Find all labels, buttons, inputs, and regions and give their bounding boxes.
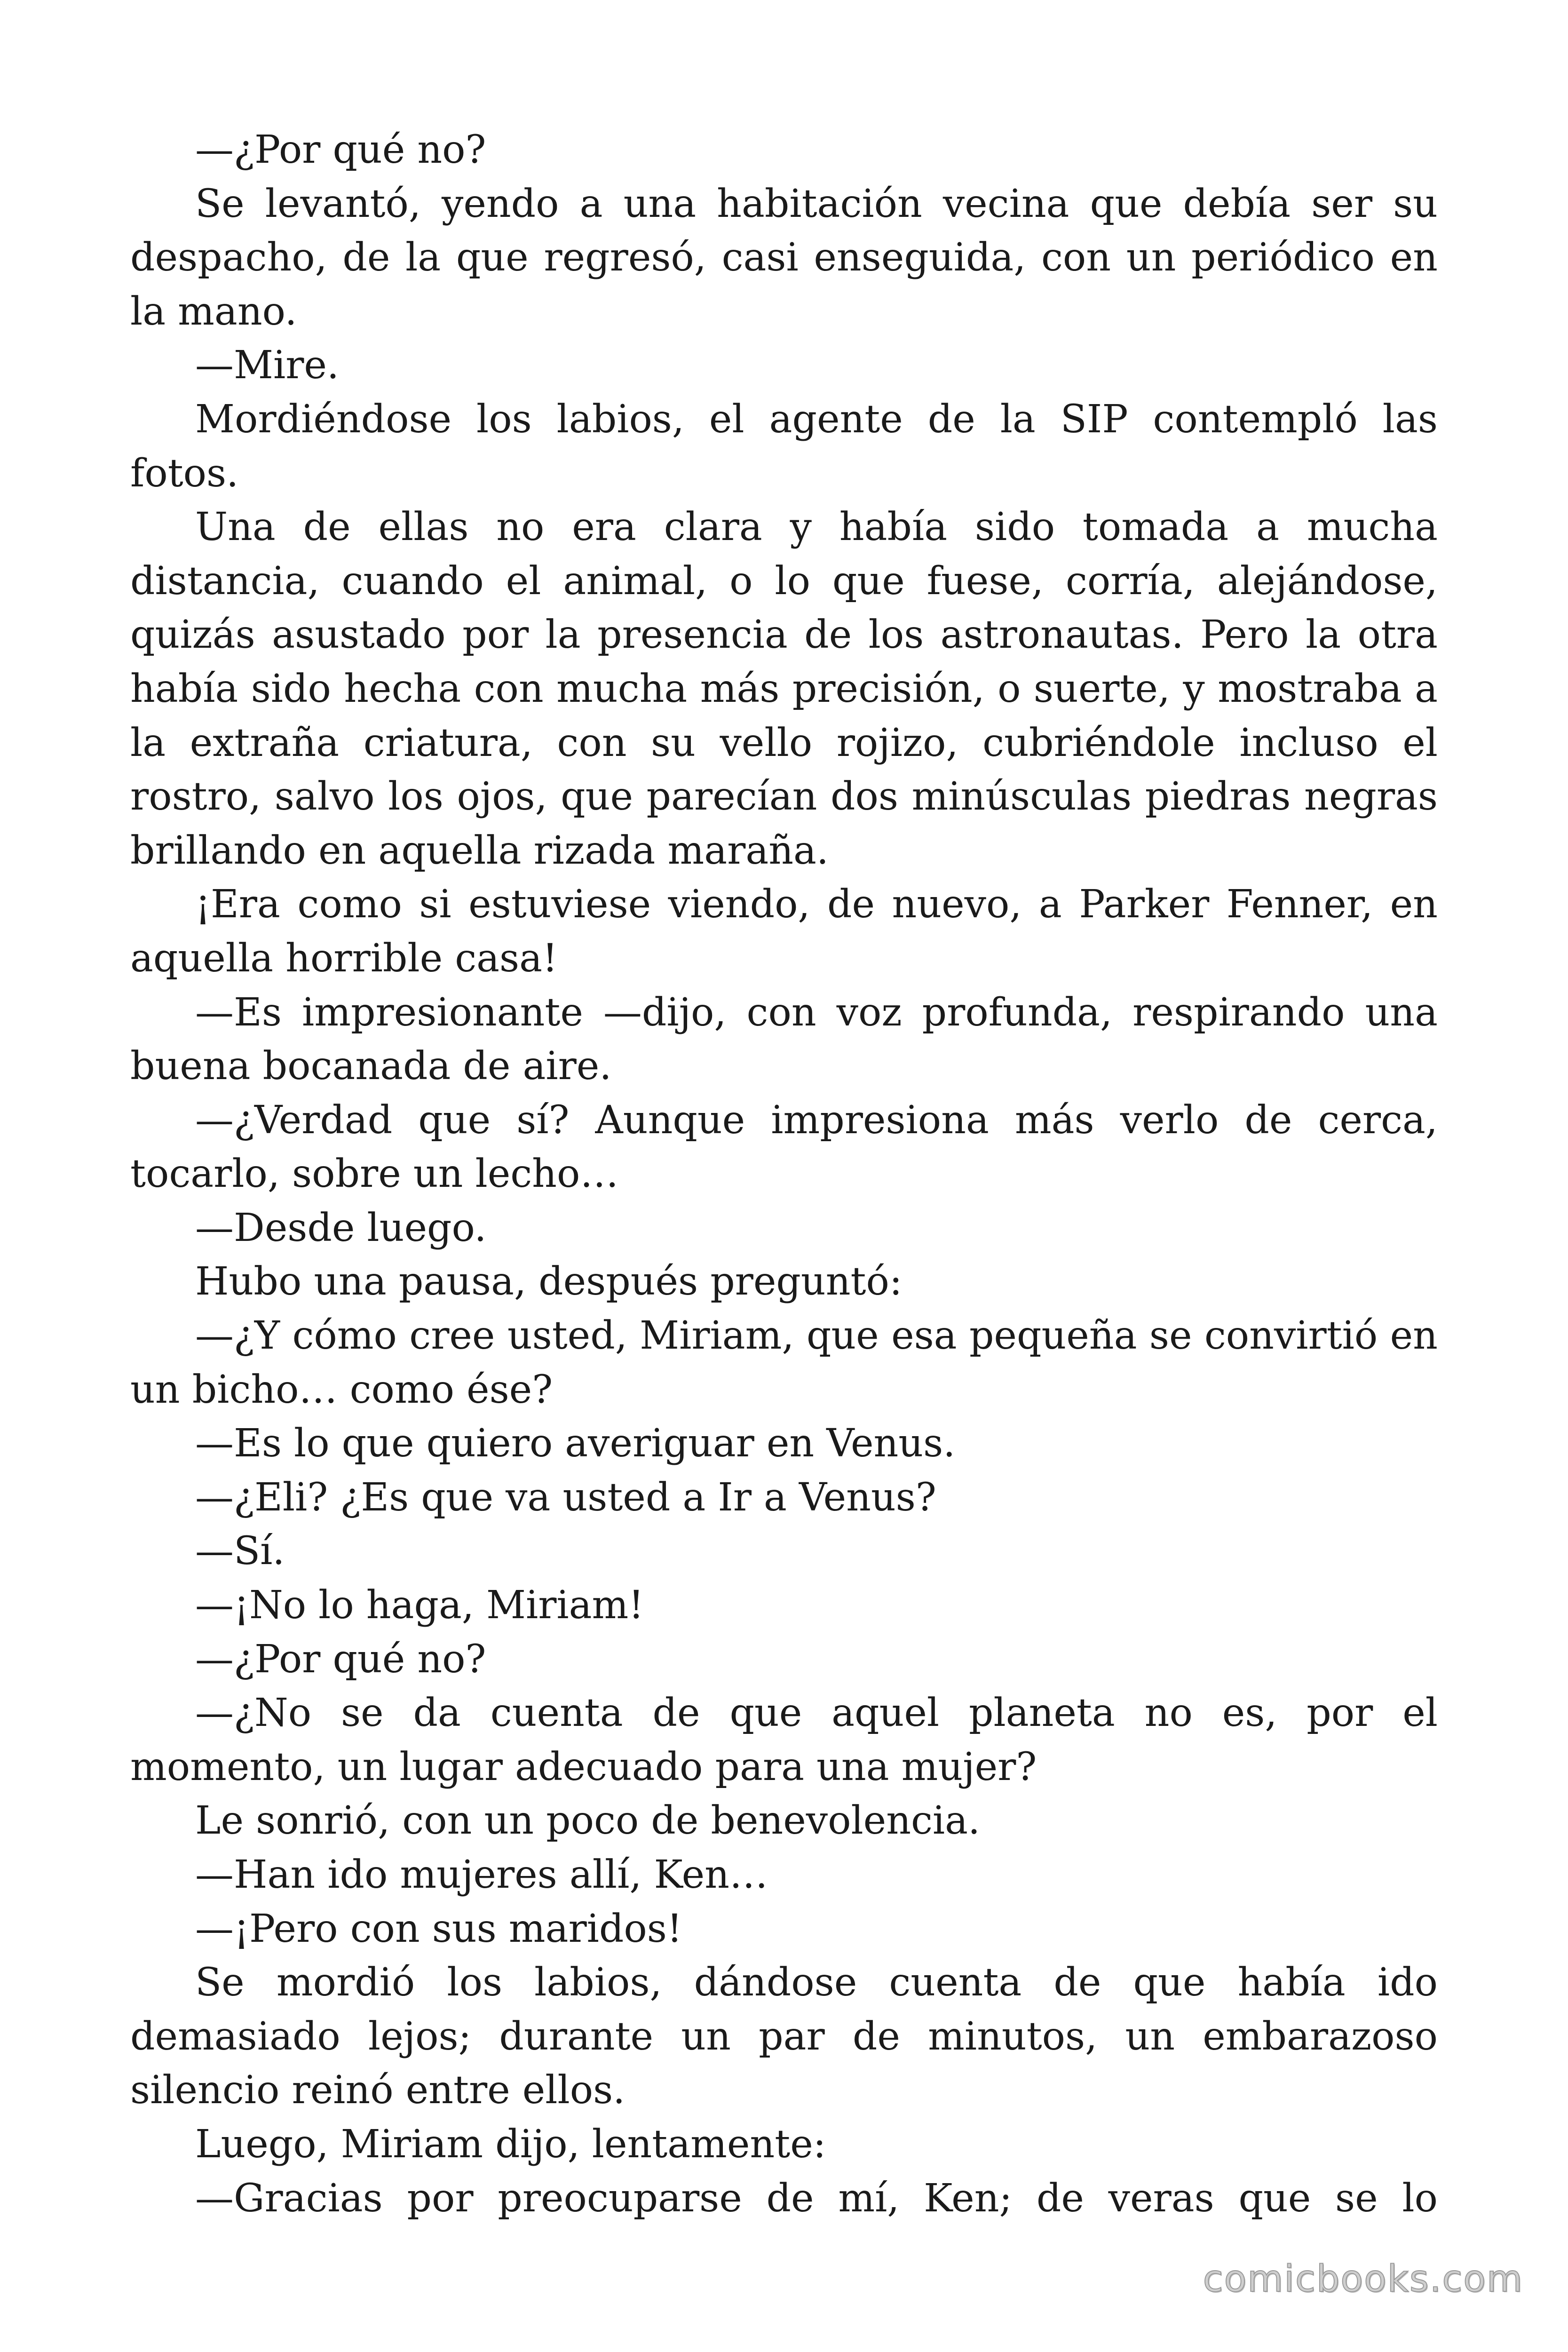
watermark: comicbooks.com (1203, 2258, 1523, 2300)
paragraph: Hubo una pausa, después preguntó: (195, 1259, 903, 1304)
paragraph: —Sí. (195, 1529, 285, 1574)
paragraph: —¡Pero con sus maridos! (195, 1906, 682, 1951)
paragraph: ¡Era como si estuviese viendo, de nuevo, a Parker Fenner, en aquella horrible casa! (130, 882, 1438, 981)
paragraph: Luego, Miriam dijo, lentamente: (195, 2122, 826, 2167)
paragraph: —¿Eli? ¿Es que va usted a Ir a Venus? (195, 1475, 936, 1520)
paragraph: —Es impresionante —dijo, con voz profunda, respirando una buena bocanada de aire. (130, 990, 1438, 1089)
paragraph: —¿Y cómo cree usted, Miriam, que esa pequeña se convirtió en un bicho… como ése? (130, 1313, 1438, 1412)
paragraph: —¡No lo haga, Miriam! (195, 1583, 644, 1628)
paragraph: Le sonrió, con un poco de benevolencia. (195, 1798, 981, 1843)
page-body (130, 123, 1438, 2225)
paragraph: —¿No se da cuenta de que aquel planeta no es, por el momento, un lugar adecuado para una mujer? (130, 1691, 1438, 1789)
paragraph: Se levantó, yendo a una habitación vecina que debía ser su despacho, de la que regresó, casi enseguida, con un periódico en la mano. (130, 181, 1438, 334)
paragraph: Se mordió los labios, dándose cuenta de que había ido demasiado lejos; durante un par de minutos, un embarazoso silencio reinó entre ellos. (130, 1960, 1438, 2113)
paragraph: —Es lo que quiero averiguar en Venus. (195, 1421, 956, 1466)
paragraph: —Mire. (195, 343, 339, 388)
paragraph: Mordiéndose los labios, el agente de la SIP contempló las fotos. (130, 397, 1438, 496)
paragraph-continued: —Gracias por preocuparse de mí, Ken; de veras que se lo (195, 2176, 1438, 2221)
paragraph: —¿Verdad que sí? Aunque impresiona más verlo de cerca, tocarlo, sobre un lecho… (130, 1097, 1438, 1197)
paragraph: —¿Por qué no? (195, 1637, 486, 1682)
paragraph: —Desde luego. (195, 1205, 487, 1250)
paragraph: —Han ido mujeres allí, Ken… (195, 1852, 768, 1897)
paragraph: Una de ellas no era clara y había sido tomada a mucha distancia, cuando el animal, o lo que fuese, corría, alejándose, quizás asustado por la presencia de los astronautas. Pero la otra había sido hecha con mucha más precisión, o suerte, y mostraba a la extraña criatura, con su vello rojizo, cubriéndole incluso el rostro, salvo los ojos, que parecían dos minúsculas piedras negras brillando en aquella rizada maraña. (130, 505, 1438, 873)
paragraph: —¿Por qué no? (195, 127, 486, 172)
